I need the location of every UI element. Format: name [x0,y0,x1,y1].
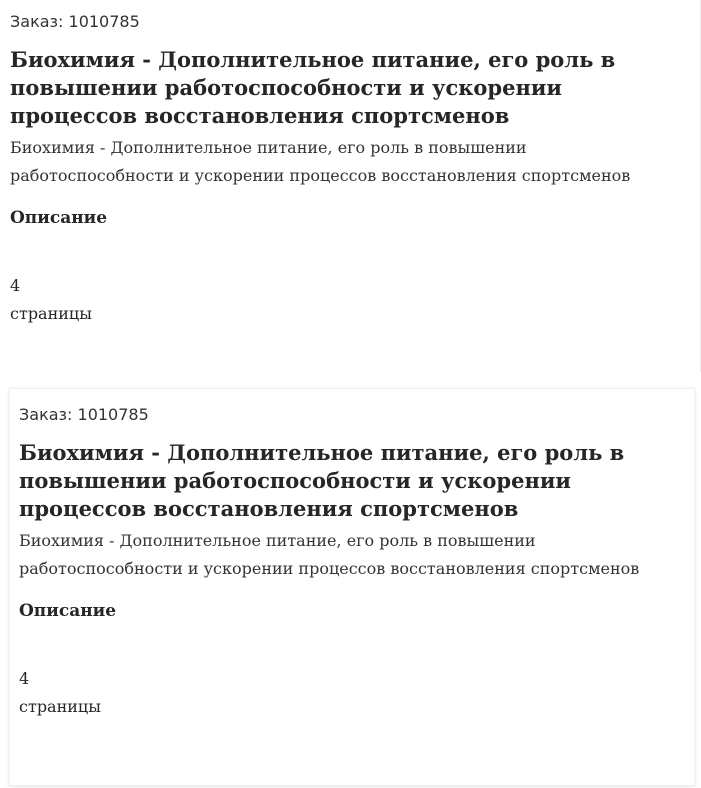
pages-info [19,665,684,721]
order-title[interactable]: Биохимия - Дополнительное питание, его роль в повышении работоспособности и ускорении процессов восстановления спортсменов [19,440,625,521]
pages-count: 4 [10,276,21,295]
order-card[interactable] [9,388,695,786]
order-subtitle: Биохимия - Дополнительное питание, его роль в повышении работоспособности и ускорении процессов восстановления спортсменов [19,531,640,578]
order-number: Заказ: 1010785 [19,405,149,424]
order-subtitle: Биохимия - Дополнительное питание, его роль в повышении работоспособности и ускорении процессов восстановления спортсменов [10,138,631,185]
pages-count: 4 [19,669,30,688]
description-label: Описание [19,601,117,621]
pages-unit: страницы [10,304,92,323]
pages-unit: страницы [19,697,101,716]
pages-info [10,272,690,328]
description-label: Описание [10,208,108,228]
order-number: Заказ: 1010785 [10,12,140,31]
order-title[interactable]: Биохимия - Дополнительное питание, его роль в повышении работоспособности и ускорении процессов восстановления спортсменов [10,47,616,128]
order-card[interactable] [0,0,701,372]
